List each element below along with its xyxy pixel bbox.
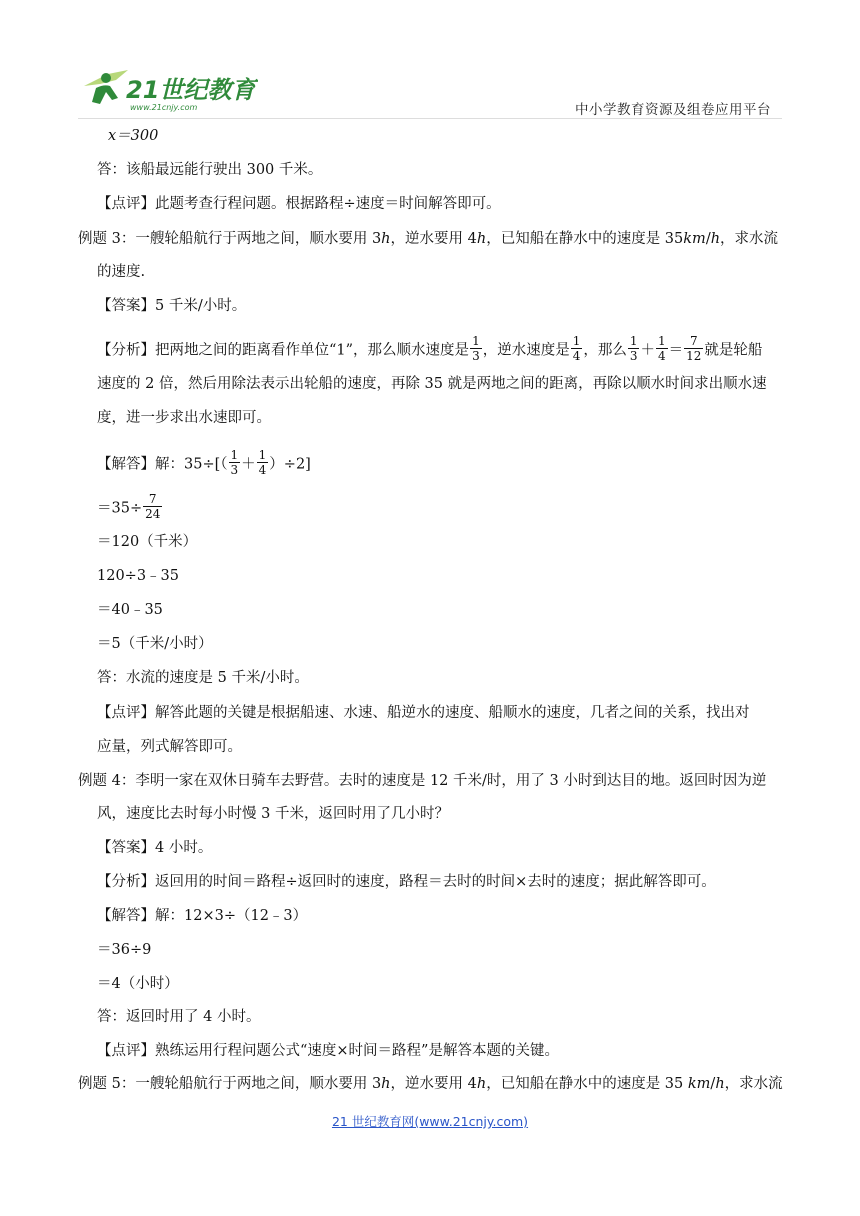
fraction-1-3: $\frac{1}{3}$	[629, 334, 638, 363]
fraction-1-3: $\frac{1}{3}$	[230, 448, 239, 477]
fraction-1-4: $\frac{1}{4}$	[258, 448, 267, 477]
example-4-question: 例题 4：李明一家在双休日骑车去野营。去时的速度是 12 千米/时，用了 3 小时到达目的地。返回时因为逆	[78, 773, 767, 789]
example-3-comment: 【点评】解答此题的关键是根据船速、水速、船逆水的速度、船顺水的速度，几者之间的关系，找出对	[97, 705, 750, 721]
example-3-solution: 【解答】解：35÷[（ $\frac{1}{3}$ ＋ $\frac{1}{4}$ ）÷2]	[97, 448, 311, 477]
example-5-question: 例题 5：一艘轮船航行于两地之间，顺水要用 3h，逆水要用 4h，已知船在静水中的速度是 35 km/h，求水流	[78, 1076, 783, 1092]
footer-link[interactable]: 21 世纪教育网(www.21cnjy.com)	[331, 1114, 529, 1129]
line-x-eq: x＝300	[108, 128, 159, 144]
answer-line: 答：该船最远能行驶出 300 千米。	[97, 162, 323, 178]
fraction-7-12: $\frac{7}{12}$	[686, 334, 702, 363]
example-3-question-cont: 的速度.	[97, 264, 146, 280]
example-3-final-answer: 答：水流的速度是 5 千米/小时。	[97, 670, 309, 686]
comment-line: 【点评】此题考查行程问题。根据路程÷速度＝时间解答即可。	[97, 196, 501, 212]
svg-text:21世纪教育: 21世纪教育	[126, 76, 256, 104]
example-4-final-answer: 答：返回时用了 4 小时。	[97, 1009, 261, 1025]
example-3-analysis-cont1: 速度的 2 倍，然后用除法表示出轮船的速度，再除 35 就是两地之间的距离，再除以顺水时间求出顺水速	[97, 376, 767, 392]
footer	[0, 1112, 860, 1130]
platform-name: 中小学教育资源及组卷应用平台	[575, 102, 771, 118]
example-4-analysis: 【分析】返回用的时间＝路程÷返回时的速度，路程＝去时的时间×去时的速度；据此解答即可。	[97, 874, 716, 890]
site-logo	[78, 64, 258, 114]
example-3-analysis-cont2: 度，进一步求出水速即可。	[97, 410, 271, 426]
svg-text:www.21cnjy.com: www.21cnjy.com	[130, 103, 198, 112]
example-3-answer: 【答案】5 千米/小时。	[97, 298, 247, 314]
fraction-1-4: $\frac{1}{4}$	[657, 334, 666, 363]
example-3-analysis: 【分析】把两地之间的距离看作单位“1”，那么顺水速度是 $\frac{1}{3}$ ，逆水速度是 $\frac{1}{4}$ ，那么 $\frac{1}{3}$ ＋ $\frac{1}{4}$ ＝ $\frac{7}{12}$ 就是轮船	[97, 334, 763, 363]
example-4-comment: 【点评】熟练运用行程问题公式“速度×时间＝路程”是解答本题的关键。	[97, 1043, 559, 1059]
solution-step-1: ＝35÷ $\frac{7}{24}$	[97, 492, 161, 521]
example-4-answer: 【答案】4 小时。	[97, 840, 213, 856]
header-divider	[78, 118, 782, 119]
fraction-1-4: $\frac{1}{4}$	[572, 334, 581, 363]
example-4-question-cont: 风，速度比去时每小时慢 3 千米，返回时用了几小时？	[97, 806, 449, 822]
solution-step-5: ＝5（千米/小时）	[97, 636, 213, 652]
fraction-1-3: $\frac{1}{3}$	[472, 334, 480, 363]
fraction-7-24: $\frac{7}{24}$	[145, 492, 161, 521]
solution-step-4: ＝40﹣35	[97, 602, 163, 618]
example-3-question: 例题 3：一艘轮船航行于两地之间，顺水要用 3h，逆水要用 4h，已知船在静水中的速度是 35km/h，求水流	[78, 231, 779, 247]
example-4-step-1: ＝36÷9	[97, 942, 152, 958]
example-4-step-2: ＝4（小时）	[97, 976, 179, 992]
example-4-solution: 【解答】解：12×3÷（12﹣3）	[97, 908, 308, 924]
example-3-comment-cont: 应量，列式解答即可。	[97, 739, 242, 755]
solution-step-2: ＝120（千米）	[97, 534, 198, 550]
solution-step-3: 120÷3﹣35	[97, 568, 180, 584]
